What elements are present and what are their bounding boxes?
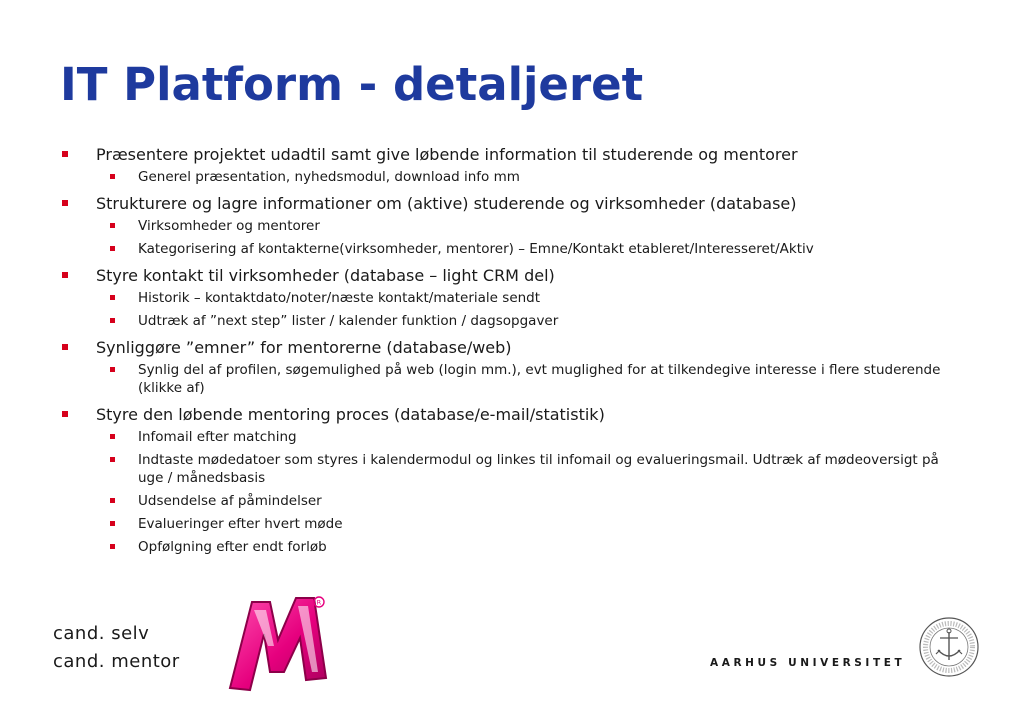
bullet-text: Præsentere projektet udadtil samt give løbende information til studerende og mentorer <box>96 145 798 164</box>
sub-bullet-item <box>96 428 962 446</box>
sub-bullet-marker <box>110 544 115 549</box>
sub-bullet-item <box>96 240 962 258</box>
sub-bullet-marker <box>110 174 115 179</box>
sub-bullet-text: Synlig del af profilen, søgemulighed på web (login mm.), evt muglighed for at tilkendegive interesse i flere studerende (klikke af) <box>138 362 941 396</box>
bullet-item <box>62 265 962 330</box>
bullet-text: Strukturere og lagre informationer om (aktive) studerende og virksomheder (database) <box>96 194 797 213</box>
university-name: AARHUS UNIVERSITET <box>710 657 906 669</box>
bullet-item <box>62 144 962 186</box>
sub-bullet-text: Indtaste mødedatoer som styres i kalendermodul og linkes til infomail og evalueringsmail. Udtræk af mødeoversigt på uge / månedsbasis <box>138 452 939 486</box>
sub-bullet-list <box>96 168 962 186</box>
sub-bullet-item <box>96 217 962 235</box>
university-seal-icon <box>918 616 980 678</box>
bullet-item <box>62 404 962 556</box>
sub-bullet-marker <box>110 434 115 439</box>
mentor-logo-icon <box>222 588 334 696</box>
brand-line-2: cand. mentor <box>53 651 180 672</box>
brand-tagline <box>53 620 180 676</box>
bullet-marker <box>62 411 68 417</box>
bullet-marker <box>62 200 68 206</box>
bullet-text: Styre kontakt til virksomheder (database – light CRM del) <box>96 266 555 285</box>
svg-text:R: R <box>316 598 322 607</box>
sub-bullet-text: Virksomheder og mentorer <box>138 218 320 234</box>
sub-bullet-text: Kategorisering af kontakterne(virksomheder, mentorer) – Emne/Kontakt etableret/Interesseret/Aktiv <box>138 241 814 257</box>
bullet-text: Synliggøre ”emner” for mentorerne (database/web) <box>96 338 512 357</box>
sub-bullet-marker <box>110 223 115 228</box>
sub-bullet-marker <box>110 295 115 300</box>
sub-bullet-marker <box>110 457 115 462</box>
sub-bullet-item <box>96 492 962 510</box>
sub-bullet-text: Infomail efter matching <box>138 429 297 445</box>
sub-bullet-text: Udtræk af ”next step” lister / kalender funktion / dagsopgaver <box>138 313 559 329</box>
sub-bullet-item <box>96 451 962 487</box>
bullet-item <box>62 193 962 258</box>
sub-bullet-item <box>96 515 962 533</box>
sub-bullet-text: Udsendelse af påmindelser <box>138 493 322 509</box>
sub-bullet-text: Historik – kontaktdato/noter/næste kontakt/materiale sendt <box>138 290 541 306</box>
sub-bullet-list <box>96 428 962 556</box>
bullet-marker <box>62 272 68 278</box>
slide-title: IT Platform - detaljeret <box>60 58 644 111</box>
sub-bullet-marker <box>110 367 115 372</box>
sub-bullet-item <box>96 168 962 186</box>
sub-bullet-marker <box>110 498 115 503</box>
sub-bullet-item <box>96 361 962 397</box>
sub-bullet-list <box>96 217 962 258</box>
sub-bullet-list <box>96 289 962 330</box>
bullet-item <box>62 337 962 397</box>
sub-bullet-item <box>96 538 962 556</box>
sub-bullet-marker <box>110 318 115 323</box>
sub-bullet-marker <box>110 521 115 526</box>
bullet-marker <box>62 151 68 157</box>
bullet-text: Styre den løbende mentoring proces (database/e-mail/statistik) <box>96 405 605 424</box>
sub-bullet-list <box>96 361 962 397</box>
brand-line-1: cand. selv <box>53 623 150 644</box>
sub-bullet-text: Generel præsentation, nyhedsmodul, download info mm <box>138 169 520 185</box>
sub-bullet-item <box>96 312 962 330</box>
bullet-marker <box>62 344 68 350</box>
bullet-list <box>62 144 962 556</box>
sub-bullet-text: Opfølgning efter endt forløb <box>138 539 327 555</box>
sub-bullet-marker <box>110 246 115 251</box>
sub-bullet-item <box>96 289 962 307</box>
sub-bullet-text: Evalueringer efter hvert møde <box>138 516 343 532</box>
